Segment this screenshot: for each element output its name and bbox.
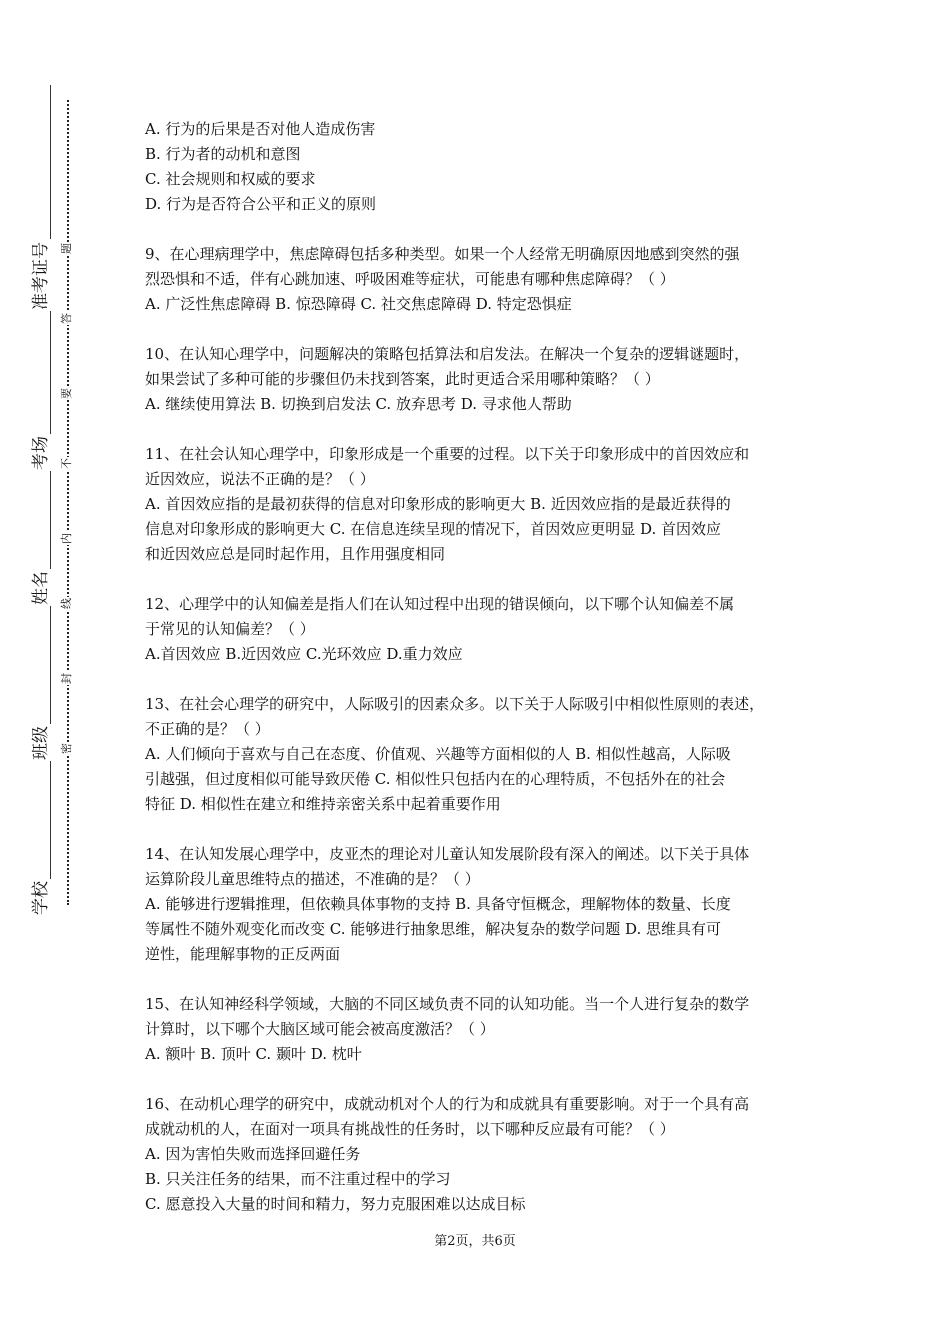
class-field — [50, 606, 51, 724]
text-line: 14、在认知发展心理学中，皮亚杰的理论对儿童认知发展阶段有深入的阐述。以下关于具体 — [145, 845, 750, 863]
text-line: 如果尝试了多种可能的步骤但仍未找到答案，此时更适合采用哪种策略？（ ） — [145, 370, 660, 388]
text-line: 不正确的是？（ ） — [145, 720, 270, 738]
binding-margin — [12, 75, 82, 925]
text-line: 近因效应，说法不正确的是？（ ） — [145, 470, 375, 488]
text-line: B. 只关注任务的结果，而不注重过程中的学习 — [145, 1170, 451, 1188]
question-options — [145, 117, 825, 217]
question-item — [145, 592, 825, 667]
seal-char: 内 — [60, 533, 73, 544]
exam-id-field — [50, 85, 51, 239]
school-field — [50, 761, 51, 879]
text-line: 引越强，但过度相似可能导致厌倦 C. 相似性只包括内在的心理特质，不包括外在的社会 — [145, 770, 726, 788]
text-line: 计算时，以下哪个大脑区域可能会被高度激活？（ ） — [145, 1020, 495, 1038]
room-label: 考场 — [31, 436, 51, 470]
question-item — [145, 342, 825, 417]
text-line: 等属性不随外观变化而改变 C. 能够进行抽象思维，解决复杂的数学问题 D. 思维具有可 — [145, 920, 722, 938]
text-line: A. 行为的后果是否对他人造成伤害 — [145, 120, 376, 138]
text-line: A. 广泛性焦虑障碍 B. 惊恐障碍 C. 社交焦虑障碍 D. 特定恐惧症 — [145, 295, 572, 313]
text-line: 信息对印象形成的影响更大 C. 在信息连续呈现的情况下，首因效应更明显 D. 首因效应 — [145, 520, 722, 538]
seal-char: 题 — [60, 243, 73, 254]
text-line: 15、在认知神经科学领域，大脑的不同区域负责不同的认知功能。当一个人进行复杂的数学 — [145, 995, 750, 1013]
question-content — [145, 117, 825, 1242]
text-line: A. 能够进行逻辑推理，但依赖具体事物的支持 B. 具备守恒概念，理解物体的数量、长度 — [145, 895, 731, 913]
text-line: A. 人们倾向于喜欢与自己在态度、价值观、兴趣等方面相似的人 B. 相似性越高，人际吸 — [145, 745, 731, 763]
name-label: 姓名 — [31, 571, 51, 605]
text-line: 11、在社会认知心理学中，印象形成是一个重要的过程。以下关于印象形成中的首因效应和 — [145, 445, 750, 463]
text-line: A. 首因效应指的是最初获得的信息对印象形成的影响更大 B. 近因效应指的是最近获得的 — [145, 495, 731, 513]
question-item — [145, 242, 825, 317]
question-item — [145, 442, 825, 567]
text-line: 和近因效应总是同时起作用，且作用强度相同 — [145, 545, 446, 563]
exam-id-label: 准考证号 — [31, 242, 51, 310]
seal-char: 答 — [60, 313, 73, 324]
dotted-line — [67, 100, 69, 905]
question-item — [145, 1092, 825, 1217]
text-line: C. 愿意投入大量的时间和精力，努力克服困难以达成目标 — [145, 1195, 526, 1213]
text-line: 运算阶段儿童思维特点的描述，不准确的是？（ ） — [145, 870, 480, 888]
text-line: 逆性，能理解事物的正反两面 — [145, 945, 341, 963]
text-line: C. 社会规则和权威的要求 — [145, 170, 316, 188]
text-line: 成就动机的人，在面对一项具有挑战性的任务时，以下哪种反应最有可能？（ ） — [145, 1120, 675, 1138]
text-line: 16、在动机心理学的研究中，成就动机对个人的行为和成就具有重要影响。对于一个具有高 — [145, 1095, 750, 1113]
seal-char: 不 — [60, 458, 73, 469]
question-item — [145, 992, 825, 1067]
text-line: 10、在认知心理学中，问题解决的策略包括算法和启发法。在解决一个复杂的逻辑谜题时， — [145, 345, 750, 363]
question-item — [145, 692, 825, 817]
seal-char: 密 — [60, 743, 73, 754]
text-line: 特征 D. 相似性在建立和维持亲密关系中起着重要作用 — [145, 795, 501, 813]
text-line: 9、在心理病理学中，焦虑障碍包括多种类型。如果一个人经常无明确原因地感到突然的强 — [145, 245, 740, 263]
school-label: 学校 — [31, 881, 51, 915]
page-number: 第2页，共6页 — [434, 1234, 516, 1249]
text-line: 烈恐惧和不适，伴有心跳加速、呼吸困难等症状，可能患有哪种焦虑障碍？（ ） — [145, 270, 675, 288]
text-line: 于常见的认知偏差？（ ） — [145, 620, 315, 638]
question-item — [145, 842, 825, 967]
text-line: B. 行为者的动机和意图 — [145, 145, 301, 163]
text-line: A.首因效应 B.近因效应 C.光环效应 D.重力效应 — [145, 645, 463, 663]
class-label: 班级 — [31, 726, 51, 760]
seal-char: 要 — [60, 388, 73, 399]
seal-char: 线 — [60, 598, 73, 609]
text-line: A. 额叶 B. 顶叶 C. 颞叶 D. 枕叶 — [145, 1045, 362, 1063]
name-field — [50, 471, 51, 569]
seal-line — [60, 75, 76, 925]
text-line: A. 继续使用算法 B. 切换到启发法 C. 放弃思考 D. 寻求他人帮助 — [145, 395, 572, 413]
room-field — [50, 311, 51, 434]
text-line: A. 因为害怕失败而选择回避任务 — [145, 1145, 361, 1163]
text-line: D. 行为是否符合公平和正义的原则 — [145, 195, 377, 213]
student-info-fields — [26, 75, 52, 925]
seal-char: 封 — [60, 673, 73, 684]
text-line: 12、心理学中的认知偏差是指人们在认知过程中出现的错误倾向，以下哪个认知偏差不属 — [145, 595, 735, 613]
text-line: 13、在社会心理学的研究中，人际吸引的因素众多。以下关于人际吸引中相似性原则的表述， — [145, 695, 765, 713]
